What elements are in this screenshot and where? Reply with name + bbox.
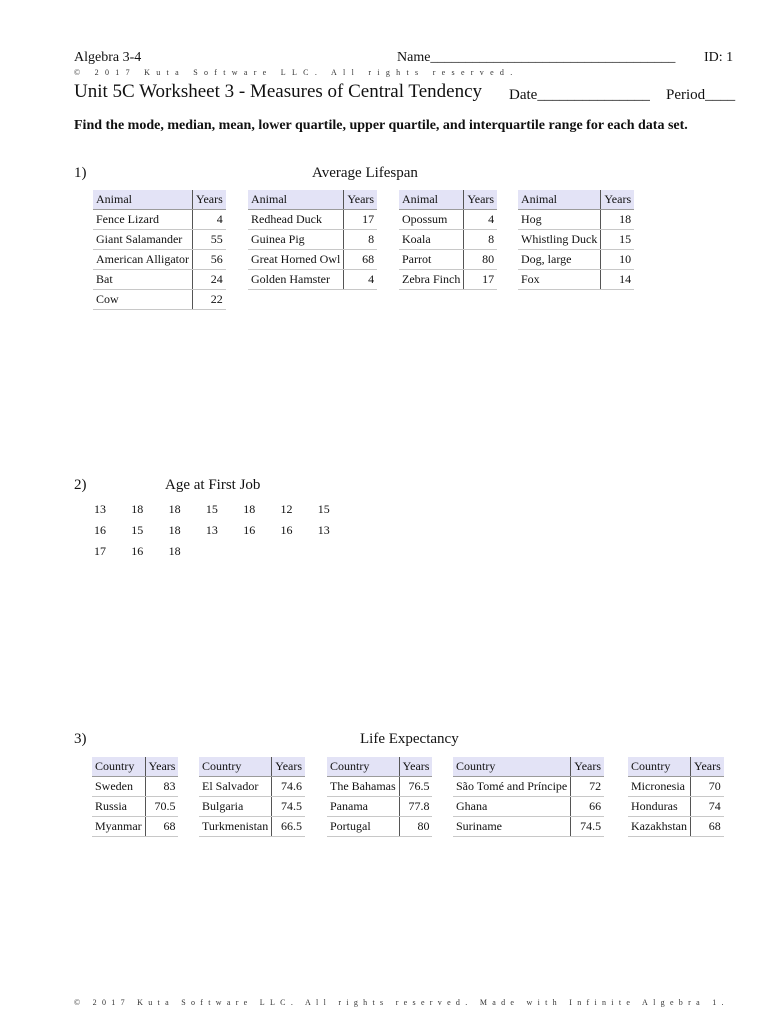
table-row — [628, 817, 724, 837]
column-header-label: Animal — [518, 190, 601, 210]
column-header-years: Years — [272, 757, 305, 777]
row-label-cell: Cow — [93, 290, 192, 310]
table-row — [93, 250, 226, 270]
row-value-cell: 24 — [192, 270, 225, 290]
table-header-row — [93, 190, 226, 210]
table-row — [199, 777, 305, 797]
table-row — [327, 817, 432, 837]
table-header-row — [453, 757, 604, 777]
row-label-cell: Portugal — [327, 817, 399, 837]
column-header-years: Years — [145, 757, 178, 777]
row-value-cell: 4 — [464, 210, 497, 230]
data-value: 17 — [94, 544, 106, 558]
table-row — [399, 230, 497, 250]
row-value-cell: 68 — [690, 817, 723, 837]
lifespan-table-4 — [518, 190, 634, 290]
data-value: 15 — [317, 502, 330, 516]
question-3-number: 3) — [74, 731, 87, 747]
row-value-cell: 72 — [571, 777, 604, 797]
row-label-cell: Kazakhstan — [628, 817, 690, 837]
row-value-cell: 70 — [690, 777, 723, 797]
row-label-cell: Sweden — [92, 777, 145, 797]
data-value: 16 — [243, 523, 256, 537]
row-value-cell: 10 — [601, 250, 634, 270]
column-header-label: Animal — [248, 190, 344, 210]
lifespan-table-2 — [248, 190, 377, 290]
table-row — [518, 250, 634, 270]
row-value-cell: 74 — [690, 797, 723, 817]
data-value: 13 — [205, 523, 218, 537]
table-row — [92, 797, 178, 817]
row-label-cell: Guinea Pig — [248, 230, 344, 250]
row-value-cell: 74.5 — [571, 817, 604, 837]
name-field[interactable]: Name___________________________________ — [397, 50, 676, 65]
row-label-cell: Fox — [518, 270, 601, 290]
table-row — [453, 797, 604, 817]
data-value: 12 — [280, 502, 293, 516]
row-value-cell: 66 — [571, 797, 604, 817]
question-2-title: Age at First Job — [165, 477, 261, 493]
table-row — [248, 210, 377, 230]
column-header-years: Years — [571, 757, 604, 777]
table-row — [93, 270, 226, 290]
row-value-cell: 66.5 — [272, 817, 305, 837]
table-header-row — [92, 757, 178, 777]
data-value: 18 — [168, 544, 181, 558]
row-label-cell: Turkmenistan — [199, 817, 272, 837]
column-header-label: Country — [327, 757, 399, 777]
life-expectancy-table-2 — [199, 757, 305, 837]
question-1-number: 1) — [74, 165, 87, 181]
row-label-cell: Suriname — [453, 817, 571, 837]
worksheet-title: Unit 5C Worksheet 3 - Measures of Central Tendency — [74, 81, 483, 102]
footer-copyright: © 2017 Kuta Software LLC. All rights reserved. Made with Infinite Algebra 1. — [74, 998, 729, 1007]
table-row — [518, 210, 634, 230]
row-label-cell: Honduras — [628, 797, 690, 817]
row-value-cell: 17 — [464, 270, 497, 290]
row-label-cell: Dog, large — [518, 250, 601, 270]
column-header-years: Years — [690, 757, 723, 777]
table-row — [453, 777, 604, 797]
id-label: ID: 1 — [704, 50, 734, 65]
column-header-label: Country — [92, 757, 145, 777]
row-value-cell: 55 — [192, 230, 225, 250]
question-3-title: Life Expectancy — [360, 731, 459, 747]
data-value: 15 — [205, 502, 218, 516]
table-header-row — [248, 190, 377, 210]
row-value-cell: 14 — [601, 270, 634, 290]
row-label-cell: Parrot — [399, 250, 464, 270]
row-value-cell: 80 — [399, 817, 432, 837]
life-expectancy-table-1 — [92, 757, 178, 837]
column-header-label: Country — [628, 757, 690, 777]
table-row — [93, 230, 226, 250]
row-value-cell: 74.6 — [272, 777, 305, 797]
row-label-cell: Hog — [518, 210, 601, 230]
table-header-row — [628, 757, 724, 777]
table-row — [93, 210, 226, 230]
row-value-cell: 74.5 — [272, 797, 305, 817]
row-value-cell: 68 — [344, 250, 377, 270]
row-label-cell: Opossum — [399, 210, 464, 230]
date-field[interactable]: Date_______________ — [509, 87, 650, 103]
row-value-cell: 18 — [601, 210, 634, 230]
row-label-cell: American Alligator — [93, 250, 192, 270]
row-label-cell: Micronesia — [628, 777, 690, 797]
lifespan-table-3 — [399, 190, 497, 290]
column-header-label: Country — [453, 757, 571, 777]
life-expectancy-table-5 — [628, 757, 724, 837]
table-row — [248, 270, 377, 290]
row-label-cell: Ghana — [453, 797, 571, 817]
column-header-label: Country — [199, 757, 272, 777]
column-header-years: Years — [192, 190, 225, 210]
data-value: 18 — [168, 523, 181, 537]
column-header-years: Years — [344, 190, 377, 210]
row-value-cell: 4 — [344, 270, 377, 290]
row-label-cell: Zebra Finch — [399, 270, 464, 290]
row-label-cell: Koala — [399, 230, 464, 250]
row-label-cell: São Tomé and Príncipe — [453, 777, 571, 797]
table-row — [92, 777, 178, 797]
row-label-cell: Bulgaria — [199, 797, 272, 817]
data-value: 18 — [131, 502, 144, 516]
table-row — [327, 797, 432, 817]
row-value-cell: 56 — [192, 250, 225, 270]
column-header-years: Years — [399, 757, 432, 777]
row-value-cell: 76.5 — [399, 777, 432, 797]
table-row — [628, 777, 724, 797]
row-label-cell: Giant Salamander — [93, 230, 192, 250]
column-header-label: Animal — [399, 190, 464, 210]
data-value: 13 — [94, 502, 106, 516]
table-row — [518, 270, 634, 290]
table-row — [93, 290, 226, 310]
table-row — [327, 777, 432, 797]
table-row — [248, 230, 377, 250]
data-value: 15 — [131, 523, 144, 537]
row-value-cell: 83 — [145, 777, 178, 797]
row-label-cell: Whistling Duck — [518, 230, 601, 250]
row-label-cell: Russia — [92, 797, 145, 817]
data-value: 13 — [317, 523, 330, 537]
row-label-cell: Bat — [93, 270, 192, 290]
table-row — [453, 817, 604, 837]
question-1-title: Average Lifespan — [312, 165, 418, 181]
data-value: 16 — [131, 544, 144, 558]
row-value-cell: 8 — [464, 230, 497, 250]
copyright-line: © 2017 Kuta Software LLC. All rights reserved. — [74, 68, 519, 77]
row-value-cell: 8 — [344, 230, 377, 250]
table-row — [399, 270, 497, 290]
life-expectancy-table-3 — [327, 757, 432, 837]
data-value: 16 — [94, 523, 106, 537]
lifespan-table-1 — [93, 190, 226, 310]
row-label-cell: Golden Hamster — [248, 270, 344, 290]
column-header-years: Years — [464, 190, 497, 210]
table-row — [199, 817, 305, 837]
row-label-cell: Great Horned Owl — [248, 250, 344, 270]
table-row — [199, 797, 305, 817]
table-row — [92, 817, 178, 837]
table-header-row — [518, 190, 634, 210]
table-row — [628, 797, 724, 817]
row-label-cell: Fence Lizard — [93, 210, 192, 230]
data-value: 18 — [243, 502, 256, 516]
row-label-cell: El Salvador — [199, 777, 272, 797]
data-value: 18 — [168, 502, 181, 516]
table-header-row — [327, 757, 432, 777]
table-row — [248, 250, 377, 270]
column-header-label: Animal — [93, 190, 192, 210]
table-header-row — [199, 757, 305, 777]
row-value-cell: 68 — [145, 817, 178, 837]
row-label-cell: Panama — [327, 797, 399, 817]
table-row — [399, 210, 497, 230]
row-value-cell: 80 — [464, 250, 497, 270]
row-label-cell: Myanmar — [92, 817, 145, 837]
table-header-row — [399, 190, 497, 210]
instructions: Find the mode, median, mean, lower quartile, upper quartile, and interquartile range for each data set. — [74, 118, 688, 133]
period-field[interactable]: Period____ — [666, 87, 736, 103]
data-value: 16 — [280, 523, 293, 537]
row-value-cell: 4 — [192, 210, 225, 230]
row-value-cell: 15 — [601, 230, 634, 250]
table-row — [399, 250, 497, 270]
course-label: Algebra 3-4 — [74, 50, 142, 65]
column-header-years: Years — [601, 190, 634, 210]
row-value-cell: 17 — [344, 210, 377, 230]
life-expectancy-table-4 — [453, 757, 604, 837]
row-value-cell: 70.5 — [145, 797, 178, 817]
question-2-number: 2) — [74, 477, 87, 493]
row-value-cell: 77.8 — [399, 797, 432, 817]
table-row — [518, 230, 634, 250]
row-value-cell: 22 — [192, 290, 225, 310]
row-label-cell: The Bahamas — [327, 777, 399, 797]
row-label-cell: Redhead Duck — [248, 210, 344, 230]
